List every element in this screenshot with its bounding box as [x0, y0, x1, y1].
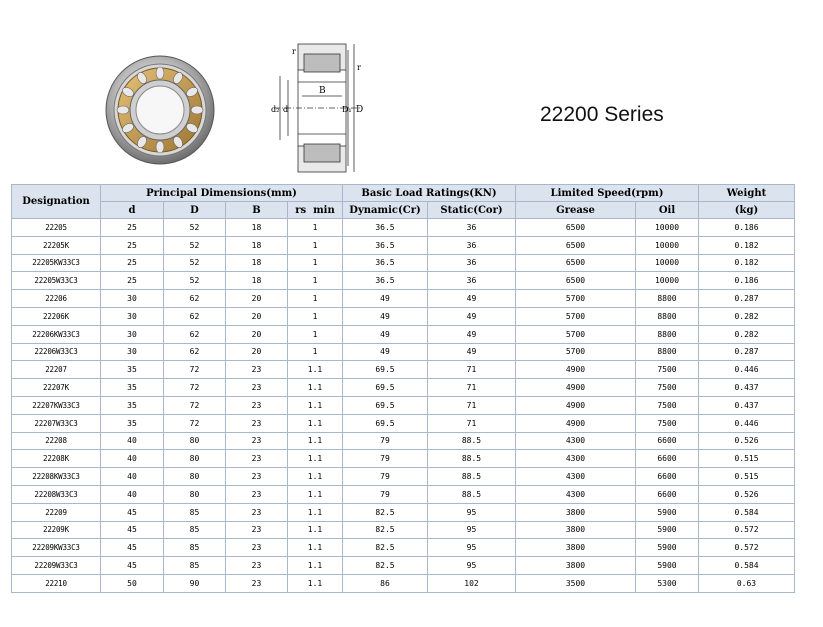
cell-rs-min: 1	[288, 236, 343, 254]
cell-dynamic-cr: 36.5	[343, 254, 428, 272]
cell-b: 20	[226, 290, 288, 308]
label-d: d	[283, 105, 289, 114]
cell-dynamic-cr: 49	[343, 325, 428, 343]
cell-weight-kg: 0.282	[699, 307, 795, 325]
cell-designation: 22207W33C3	[12, 414, 101, 432]
header-oil: Oil	[636, 202, 699, 219]
cell-dynamic-cr: 69.5	[343, 414, 428, 432]
table-row	[12, 539, 795, 557]
cell-d: 25	[101, 272, 164, 290]
cell-weight-kg: 0.182	[699, 236, 795, 254]
cell-dynamic-cr: 69.5	[343, 361, 428, 379]
cell-d: 25	[101, 254, 164, 272]
cell-rs-min: 1.1	[288, 557, 343, 575]
cell-designation: 22206W33C3	[12, 343, 101, 361]
cell-weight-kg: 0.584	[699, 503, 795, 521]
header-area	[0, 0, 823, 184]
cell-d: 30	[101, 290, 164, 308]
cell-speed-oil: 6600	[636, 432, 699, 450]
cell-static-cor: 36	[428, 219, 516, 237]
cell-weight-kg: 0.446	[699, 414, 795, 432]
cell-d: 50	[101, 574, 164, 592]
table-row	[12, 485, 795, 503]
label-d1: D₁	[342, 105, 352, 114]
cell-rs-min: 1.1	[288, 450, 343, 468]
table-row	[12, 361, 795, 379]
header-designation: Designation	[12, 185, 101, 219]
cell-designation: 22205	[12, 219, 101, 237]
cell-speed-oil: 8800	[636, 307, 699, 325]
cell-static-cor: 71	[428, 396, 516, 414]
cell-big-d: 90	[164, 574, 226, 592]
cell-b: 20	[226, 343, 288, 361]
label-d2: d₂	[271, 105, 280, 114]
cell-rs-min: 1.1	[288, 361, 343, 379]
cell-designation: 22208KW33C3	[12, 468, 101, 486]
cell-speed-grease: 5700	[516, 307, 636, 325]
cell-d: 25	[101, 236, 164, 254]
cell-b: 23	[226, 539, 288, 557]
header-row-sub	[12, 202, 795, 219]
cell-dynamic-cr: 86	[343, 574, 428, 592]
cell-big-d: 52	[164, 219, 226, 237]
cell-designation: 22205W33C3	[12, 272, 101, 290]
cell-d: 35	[101, 361, 164, 379]
cell-d: 40	[101, 485, 164, 503]
cell-big-d: 62	[164, 290, 226, 308]
cell-b: 18	[226, 272, 288, 290]
cell-b: 18	[226, 236, 288, 254]
series-title: 22200 Series	[540, 103, 664, 126]
cell-speed-oil: 7500	[636, 396, 699, 414]
cell-b: 20	[226, 307, 288, 325]
cell-speed-oil: 8800	[636, 325, 699, 343]
cell-d: 45	[101, 503, 164, 521]
cell-speed-oil: 8800	[636, 290, 699, 308]
cell-big-d: 72	[164, 361, 226, 379]
cell-big-d: 52	[164, 254, 226, 272]
cell-speed-oil: 5900	[636, 539, 699, 557]
table-row	[12, 236, 795, 254]
cell-d: 35	[101, 379, 164, 397]
cell-big-d: 80	[164, 485, 226, 503]
cell-d: 30	[101, 343, 164, 361]
cell-designation: 22205KW33C3	[12, 254, 101, 272]
cell-static-cor: 36	[428, 254, 516, 272]
cell-big-d: 85	[164, 539, 226, 557]
cell-dynamic-cr: 82.5	[343, 521, 428, 539]
cell-speed-oil: 8800	[636, 343, 699, 361]
table-row	[12, 521, 795, 539]
table-row	[12, 450, 795, 468]
cell-rs-min: 1.1	[288, 379, 343, 397]
table-row	[12, 307, 795, 325]
table-row	[12, 379, 795, 397]
cell-static-cor: 71	[428, 361, 516, 379]
cell-dynamic-cr: 49	[343, 307, 428, 325]
table-row	[12, 557, 795, 575]
cell-b: 23	[226, 574, 288, 592]
cell-dynamic-cr: 79	[343, 468, 428, 486]
cell-weight-kg: 0.287	[699, 343, 795, 361]
cell-big-d: 62	[164, 325, 226, 343]
cell-speed-oil: 10000	[636, 219, 699, 237]
cell-rs-min: 1.1	[288, 574, 343, 592]
cell-speed-grease: 5700	[516, 343, 636, 361]
cell-weight-kg: 0.584	[699, 557, 795, 575]
cell-d: 40	[101, 468, 164, 486]
cell-static-cor: 88.5	[428, 468, 516, 486]
cell-rs-min: 1.1	[288, 468, 343, 486]
cell-speed-grease: 3800	[516, 503, 636, 521]
cell-static-cor: 49	[428, 290, 516, 308]
cell-weight-kg: 0.515	[699, 468, 795, 486]
header-row-group	[12, 185, 795, 202]
header-weight: Weight	[699, 185, 795, 202]
cell-speed-grease: 5700	[516, 290, 636, 308]
cell-d: 25	[101, 219, 164, 237]
header-rs-min: rs min	[288, 202, 343, 219]
table-row	[12, 343, 795, 361]
cell-static-cor: 88.5	[428, 432, 516, 450]
cell-speed-grease: 6500	[516, 219, 636, 237]
label-r-side: r	[357, 63, 361, 72]
cell-speed-grease: 4300	[516, 468, 636, 486]
cell-dynamic-cr: 82.5	[343, 539, 428, 557]
cell-speed-oil: 6600	[636, 485, 699, 503]
cell-d: 45	[101, 557, 164, 575]
cell-big-d: 85	[164, 503, 226, 521]
cell-static-cor: 95	[428, 503, 516, 521]
cell-dynamic-cr: 79	[343, 485, 428, 503]
cell-static-cor: 95	[428, 539, 516, 557]
cell-designation: 22207K	[12, 379, 101, 397]
cell-b: 20	[226, 325, 288, 343]
cell-rs-min: 1.1	[288, 396, 343, 414]
cell-big-d: 85	[164, 557, 226, 575]
cell-speed-grease: 5700	[516, 325, 636, 343]
header-dynamic: Dynamic(Cr)	[343, 202, 428, 219]
cell-rs-min: 1.1	[288, 414, 343, 432]
cell-dynamic-cr: 82.5	[343, 503, 428, 521]
cell-big-d: 62	[164, 343, 226, 361]
cell-speed-oil: 10000	[636, 236, 699, 254]
cell-speed-grease: 3800	[516, 521, 636, 539]
cell-static-cor: 49	[428, 325, 516, 343]
cell-weight-kg: 0.437	[699, 379, 795, 397]
cell-speed-oil: 5900	[636, 557, 699, 575]
cell-rs-min: 1	[288, 343, 343, 361]
cell-speed-oil: 7500	[636, 379, 699, 397]
cell-rs-min: 1	[288, 272, 343, 290]
cell-designation: 22209	[12, 503, 101, 521]
cell-speed-grease: 4300	[516, 485, 636, 503]
cell-static-cor: 95	[428, 557, 516, 575]
cell-designation: 22205K	[12, 236, 101, 254]
cell-dynamic-cr: 36.5	[343, 236, 428, 254]
cell-weight-kg: 0.515	[699, 450, 795, 468]
cell-rs-min: 1	[288, 307, 343, 325]
cell-b: 23	[226, 485, 288, 503]
cell-static-cor: 102	[428, 574, 516, 592]
bearing-spec-table	[11, 184, 795, 593]
cell-d: 40	[101, 450, 164, 468]
cell-big-d: 80	[164, 468, 226, 486]
bearing-section-drawing	[268, 40, 364, 176]
cell-speed-grease: 4900	[516, 396, 636, 414]
header-b: B	[226, 202, 288, 219]
cell-big-d: 72	[164, 396, 226, 414]
cell-big-d: 62	[164, 307, 226, 325]
header-grease: Grease	[516, 202, 636, 219]
cell-weight-kg: 0.63	[699, 574, 795, 592]
cell-weight-kg: 0.572	[699, 521, 795, 539]
cell-static-cor: 95	[428, 521, 516, 539]
cell-speed-oil: 10000	[636, 254, 699, 272]
cell-big-d: 80	[164, 432, 226, 450]
cell-static-cor: 71	[428, 379, 516, 397]
cell-weight-kg: 0.182	[699, 254, 795, 272]
header-limited-speed: Limited Speed(rpm)	[516, 185, 699, 202]
cell-dynamic-cr: 36.5	[343, 219, 428, 237]
cell-weight-kg: 0.437	[699, 396, 795, 414]
header-static: Static(Cor)	[428, 202, 516, 219]
cell-b: 18	[226, 219, 288, 237]
cell-designation: 22206KW33C3	[12, 325, 101, 343]
cell-rs-min: 1.1	[288, 432, 343, 450]
cell-d: 35	[101, 414, 164, 432]
table-body	[12, 219, 795, 593]
cell-dynamic-cr: 79	[343, 450, 428, 468]
cell-weight-kg: 0.186	[699, 272, 795, 290]
cell-dynamic-cr: 49	[343, 290, 428, 308]
table-row	[12, 432, 795, 450]
table-row	[12, 468, 795, 486]
cell-rs-min: 1	[288, 290, 343, 308]
cell-big-d: 72	[164, 379, 226, 397]
cell-big-d: 80	[164, 450, 226, 468]
table-row	[12, 254, 795, 272]
cell-b: 23	[226, 557, 288, 575]
table-row	[12, 272, 795, 290]
cell-speed-grease: 4900	[516, 379, 636, 397]
cell-b: 23	[226, 450, 288, 468]
cell-speed-oil: 5300	[636, 574, 699, 592]
cell-weight-kg: 0.526	[699, 432, 795, 450]
cell-d: 40	[101, 432, 164, 450]
cell-dynamic-cr: 69.5	[343, 396, 428, 414]
cell-static-cor: 71	[428, 414, 516, 432]
cell-speed-grease: 3800	[516, 557, 636, 575]
cell-designation: 22209K	[12, 521, 101, 539]
cell-speed-oil: 7500	[636, 414, 699, 432]
table-row	[12, 219, 795, 237]
cell-big-d: 85	[164, 521, 226, 539]
cell-speed-grease: 4300	[516, 432, 636, 450]
bearing-photo	[104, 54, 216, 166]
cell-speed-oil: 6600	[636, 450, 699, 468]
header-big-d: D	[164, 202, 226, 219]
cell-speed-grease: 4300	[516, 450, 636, 468]
cell-rs-min: 1.1	[288, 539, 343, 557]
cell-b: 18	[226, 254, 288, 272]
cell-b: 23	[226, 361, 288, 379]
cell-speed-oil: 5900	[636, 503, 699, 521]
cell-rs-min: 1	[288, 325, 343, 343]
cell-designation: 22206K	[12, 307, 101, 325]
cell-d: 30	[101, 307, 164, 325]
cell-speed-grease: 4900	[516, 361, 636, 379]
cell-b: 23	[226, 414, 288, 432]
cell-speed-grease: 3500	[516, 574, 636, 592]
cell-static-cor: 88.5	[428, 450, 516, 468]
label-big-d: D	[356, 105, 364, 115]
cell-b: 23	[226, 468, 288, 486]
label-r-top: r	[292, 47, 296, 56]
cell-designation: 22209KW33C3	[12, 539, 101, 557]
cell-speed-grease: 4900	[516, 414, 636, 432]
cell-dynamic-cr: 79	[343, 432, 428, 450]
table-row	[12, 574, 795, 592]
cell-b: 23	[226, 521, 288, 539]
cell-speed-oil: 5900	[636, 521, 699, 539]
cell-weight-kg: 0.446	[699, 361, 795, 379]
cell-speed-oil: 6600	[636, 468, 699, 486]
cell-designation: 22209W33C3	[12, 557, 101, 575]
cell-designation: 22207KW33C3	[12, 396, 101, 414]
cell-b: 23	[226, 432, 288, 450]
cell-speed-grease: 6500	[516, 272, 636, 290]
table-row	[12, 503, 795, 521]
cell-big-d: 52	[164, 272, 226, 290]
cell-weight-kg: 0.572	[699, 539, 795, 557]
cell-rs-min: 1.1	[288, 485, 343, 503]
cell-b: 23	[226, 396, 288, 414]
table-row	[12, 325, 795, 343]
header-d: d	[101, 202, 164, 219]
cell-speed-grease: 6500	[516, 236, 636, 254]
cell-rs-min: 1.1	[288, 521, 343, 539]
cell-speed-grease: 6500	[516, 254, 636, 272]
cell-designation: 22208	[12, 432, 101, 450]
cell-b: 23	[226, 503, 288, 521]
cell-weight-kg: 0.526	[699, 485, 795, 503]
cell-dynamic-cr: 36.5	[343, 272, 428, 290]
cell-weight-kg: 0.282	[699, 325, 795, 343]
cell-static-cor: 49	[428, 343, 516, 361]
cell-d: 30	[101, 325, 164, 343]
table-row	[12, 396, 795, 414]
cell-big-d: 52	[164, 236, 226, 254]
cell-designation: 22207	[12, 361, 101, 379]
header-kg: (kg)	[699, 202, 795, 219]
cell-designation: 22208K	[12, 450, 101, 468]
cell-designation: 22206	[12, 290, 101, 308]
cell-rs-min: 1	[288, 219, 343, 237]
table-row	[12, 414, 795, 432]
cell-big-d: 72	[164, 414, 226, 432]
cell-dynamic-cr: 49	[343, 343, 428, 361]
cell-b: 23	[226, 379, 288, 397]
cell-dynamic-cr: 69.5	[343, 379, 428, 397]
cell-speed-grease: 3800	[516, 539, 636, 557]
cell-rs-min: 1.1	[288, 503, 343, 521]
cell-weight-kg: 0.186	[699, 219, 795, 237]
header-load-ratings: Basic Load Ratings(KN)	[343, 185, 516, 202]
cell-designation: 22208W33C3	[12, 485, 101, 503]
cell-d: 45	[101, 539, 164, 557]
cell-weight-kg: 0.287	[699, 290, 795, 308]
cell-static-cor: 36	[428, 272, 516, 290]
cell-designation: 22210	[12, 574, 101, 592]
cell-static-cor: 49	[428, 307, 516, 325]
cell-d: 35	[101, 396, 164, 414]
cell-dynamic-cr: 82.5	[343, 557, 428, 575]
cell-rs-min: 1	[288, 254, 343, 272]
cell-speed-oil: 10000	[636, 272, 699, 290]
header-principal-dimensions: Principal Dimensions(mm)	[101, 185, 343, 202]
cell-speed-oil: 7500	[636, 361, 699, 379]
label-b: B	[319, 86, 326, 96]
table-row	[12, 290, 795, 308]
cell-static-cor: 88.5	[428, 485, 516, 503]
cell-static-cor: 36	[428, 236, 516, 254]
cell-d: 45	[101, 521, 164, 539]
